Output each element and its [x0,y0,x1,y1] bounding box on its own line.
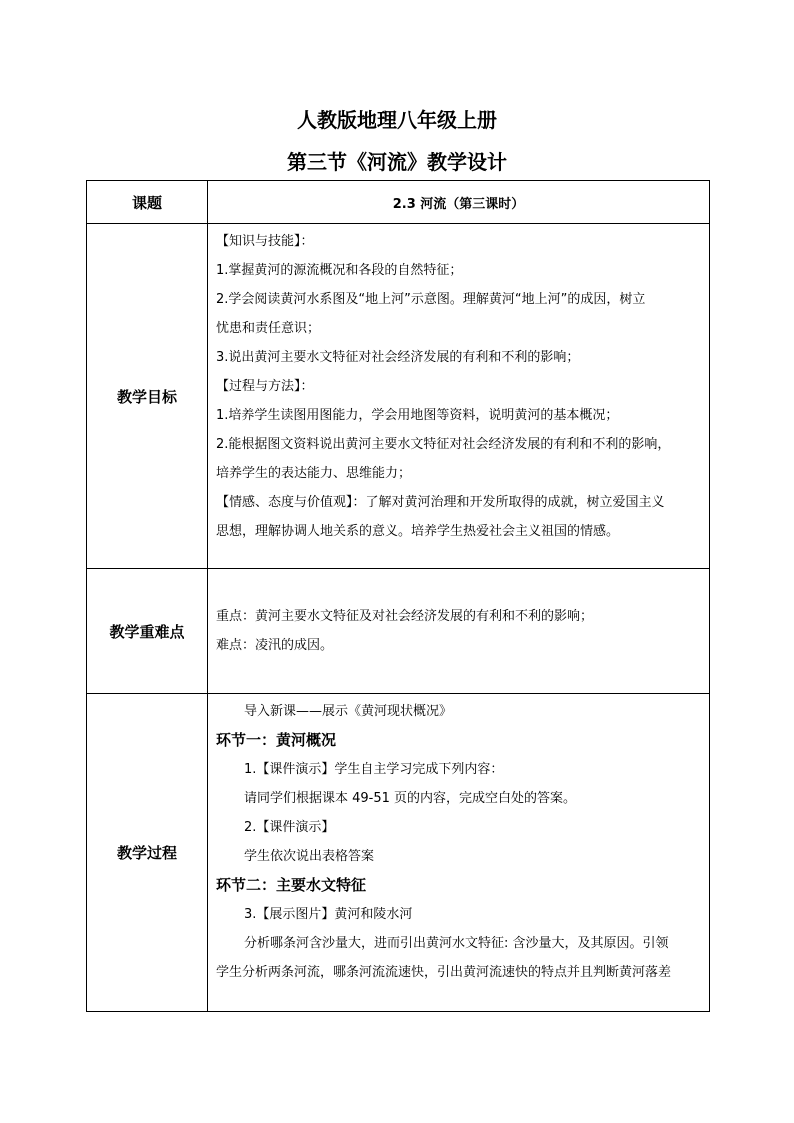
topic-value: 2.3 河流（第三课时） [208,181,710,224]
objectives-line: 【情感、态度与价值观】：了解对黄河治理和开发所取得的成就，树立爱国主义 [216,495,665,510]
process-line: 1.【课件演示】学生自主学习完成下列内容： [244,762,504,777]
objectives-line: 1.掌握黄河的源流概况和各段的自然特征； [216,263,463,278]
objectives-row [87,224,710,569]
document-title: 人教版地理八年级上册 [297,108,497,132]
key-point: 重点：黄河主要水文特征及对社会经济发展的有利和不利的影响； [216,609,594,624]
objectives-label: 教学目标 [87,224,208,569]
section-heading-1: 环节一：黄河概况 [216,731,337,749]
key-points-content [208,569,710,694]
topic-row [87,181,710,224]
difficult-point: 难点：凌汛的成因。 [216,638,334,653]
lesson-plan-table [86,180,710,1012]
objectives-line: 【过程与方法】： [216,379,314,394]
process-line: 学生依次说出表格答案 [244,849,375,864]
objectives-line: 忧患和责任意识； [216,321,321,336]
document-subtitle: 第三节《河流》教学设计 [287,150,507,174]
objectives-line: 3.说出黄河主要水文特征对社会经济发展的有利和不利的影响； [216,350,580,365]
topic-label: 课题 [87,181,208,224]
process-line: 分析哪条河含沙量大，进而引出黄河水文特征: 含沙量大，及其原因。引领 [244,936,669,951]
objectives-line: 思想，理解协调人地关系的意义。培养学生热爱社会主义祖国的情感。 [216,524,620,539]
key-points-row [87,569,710,694]
key-points-label: 教学重难点 [87,569,208,694]
objectives-line: 2.学会阅读黄河水系图及“地上河”示意图。理解黄河“地上河”的成因，树立 [216,292,646,307]
objectives-line: 2.能根据图文资料说出黄河主要水文特征对社会经济发展的有利和不利的影响， [216,437,671,452]
objectives-line: 【知识与技能】： [216,234,314,249]
process-label: 教学过程 [87,694,208,1012]
process-content [208,694,710,1012]
process-line: 3.【展示图片】黄河和陵水河 [244,907,413,922]
objectives-line: 1.培养学生读图用图能力，学会用地图等资料，说明黄河的基本概况； [216,408,619,423]
process-line: 请同学们根据课本 49-51 页的内容，完成空白处的答案。 [244,791,577,806]
objectives-line: 培养学生的表达能力、思维能力； [216,466,412,481]
process-row [87,694,710,1012]
process-intro: 导入新课——展示《黄河现状概况》 [244,704,453,719]
section-heading-2: 环节二：主要水文特征 [216,876,367,894]
process-line: 2.【课件演示】 [244,820,335,835]
objectives-content [208,224,710,569]
process-line: 学生分析两条河流，哪条河流流速快，引出黄河流速快的特点并且判断黄河落差 [216,965,672,980]
